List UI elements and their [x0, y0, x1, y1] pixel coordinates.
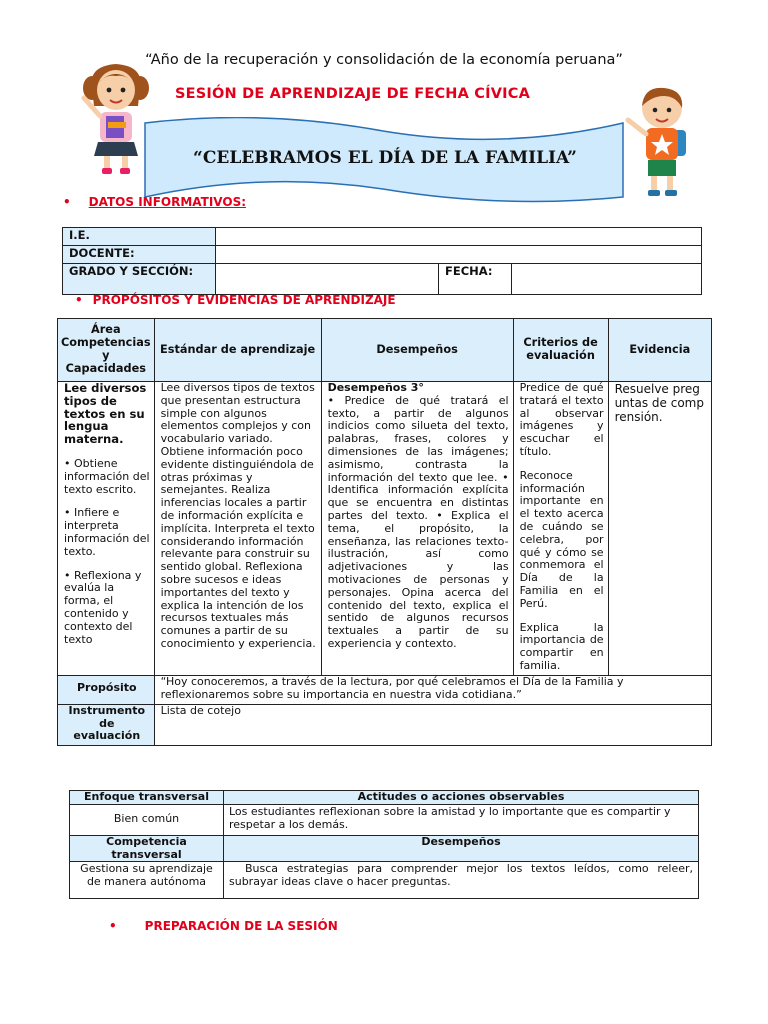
header-area: Área Competencias y Capacidades: [58, 319, 155, 382]
actitud-value: Los estudiantes reflexionan sobre la amistad y lo importante que es compartir y respetar a los demás.: [224, 804, 699, 835]
ie-value[interactable]: [216, 228, 702, 246]
competencia-cell: [58, 382, 155, 676]
docente-value[interactable]: [216, 246, 702, 264]
evidencia-cell: Resuelve preguntas de comprensión.: [608, 382, 711, 676]
grado-label: GRADO Y SECCIÓN:: [63, 264, 216, 295]
desempeno-transversal-value: Busca estrategias para comprender mejor los textos leídos, como releer, subrayar ideas clave o hacer preguntas.: [224, 862, 699, 899]
header-enfoque: Enfoque transversal: [70, 791, 224, 805]
header-motto: “Año de la recuperación y consolidación de la economía peruana”: [145, 52, 623, 68]
boy-with-backpack-illustration: [620, 84, 692, 202]
docente-label: DOCENTE:: [63, 246, 216, 264]
estandar-cell: Lee diversos tipos de textos que presentan estructura simple con algunos elementos complejos y con vocabulario variado. Obtiene información poco evidente distinguiéndola de otras próximas y semejantes. Realiza inferencias locales a partir de información explícita e implícita. Interpreta el texto considerando información relevante para construir su sentido global. Reflexiona sobre sucesos e ideas importantes del texto y explica la intención de los recursos textuales más comunes a partir de su conocimiento y experiencia.: [154, 382, 321, 676]
section-datos-label: DATOS INFORMATIVOS:: [88, 195, 247, 209]
desempenos-cell: [321, 382, 513, 676]
header-desempenos: Desempeños: [321, 319, 513, 382]
criterio-item: Reconoce información importante en el texto acerca de cuándo se celebra, por qué y cómo se conmemora el Día de la Familia en el Perú.: [519, 468, 604, 610]
capacidad-item: • Obtiene información del texto escrito.: [64, 456, 150, 496]
capacidad-item: • Infiere e interpreta información del texto.: [64, 506, 150, 558]
ie-label: I.E.: [63, 228, 216, 246]
header-desempenos-transversal: Desempeños: [224, 835, 699, 862]
proposito-text: “Hoy conoceremos, a través de la lectura, por qué celebramos el Día de la Familia y reflexionaremos sobre su importancia en nuestra vida cotidiana.”: [154, 675, 711, 704]
section-datos-informativos: [63, 195, 246, 209]
section-preparacion-label: PREPARACIÓN DE LA SESIÓN: [144, 919, 338, 933]
instrumento-text: Lista de cotejo: [154, 704, 711, 745]
header-actitudes: Actitudes o acciones observables: [224, 791, 699, 805]
capacidad-item: • Reflexiona y evalúa la forma, el contenido y contexto del texto: [64, 568, 142, 646]
bullet-icon: •: [109, 919, 117, 933]
section-propositos: [75, 293, 396, 307]
bullet-icon: •: [63, 195, 71, 209]
enfoque-value: Bien común: [70, 804, 224, 835]
criterio-item: Predice de qué tratará el texto al observar imágenes y escuchar el título.: [519, 381, 604, 458]
criterio-item: Explica la importancia de compartir en familia.: [519, 620, 604, 672]
enfoque-table: [69, 790, 699, 899]
header-estandar: Estándar de aprendizaje: [154, 319, 321, 382]
bullet-icon: •: [75, 293, 83, 307]
competencia-transversal-value: Gestiona su aprendizaje de manera autónoma: [70, 862, 224, 899]
criterios-cell: [513, 382, 608, 676]
competencia-text: Lee diversos tipos de textos en su lengua materna.: [64, 381, 147, 447]
header-criterios: Criterios de evaluación: [513, 319, 608, 382]
banner-title: “CELEBRAMOS EL DÍA DE LA FAMILIA”: [193, 148, 577, 168]
proposito-label: Propósito: [58, 675, 155, 704]
learning-table: [57, 318, 712, 746]
instrumento-label: Instrumento de evaluación: [58, 704, 155, 745]
desempenos-title: Desempeños 3°: [327, 381, 424, 394]
section-propositos-label: PROPÓSITOS Y EVIDENCIAS DE APRENDIZAJE: [92, 293, 396, 307]
grado-value[interactable]: [216, 264, 439, 295]
header-competencia-transversal: Competencia transversal: [70, 835, 224, 862]
session-title: SESIÓN DE APRENDIZAJE DE FECHA CÍVICA: [175, 86, 531, 102]
desempenos-text: • Predice de qué tratará el texto, a partir de algunos indicios como silueta del texto, palabras, frases, colores y dimensiones de las imágenes; asimismo, contrasta la información del texto que lee. • Identifica información explícita que se encuentra en distintas partes del texto. • Explica el tema, el propósito, la enseñanza, las relaciones texto-ilustración, así como adjetivaciones y las motivaciones de personas y personajes. Opina acerca del contenido del texto, explica el sentido de algunos recursos textuales a partir de su experiencia y contexto.: [327, 393, 509, 650]
info-table: [62, 227, 702, 295]
header-evidencia: Evidencia: [608, 319, 711, 382]
section-preparacion: [109, 919, 338, 933]
fecha-label: FECHA:: [439, 264, 512, 295]
fecha-value[interactable]: [512, 264, 702, 295]
